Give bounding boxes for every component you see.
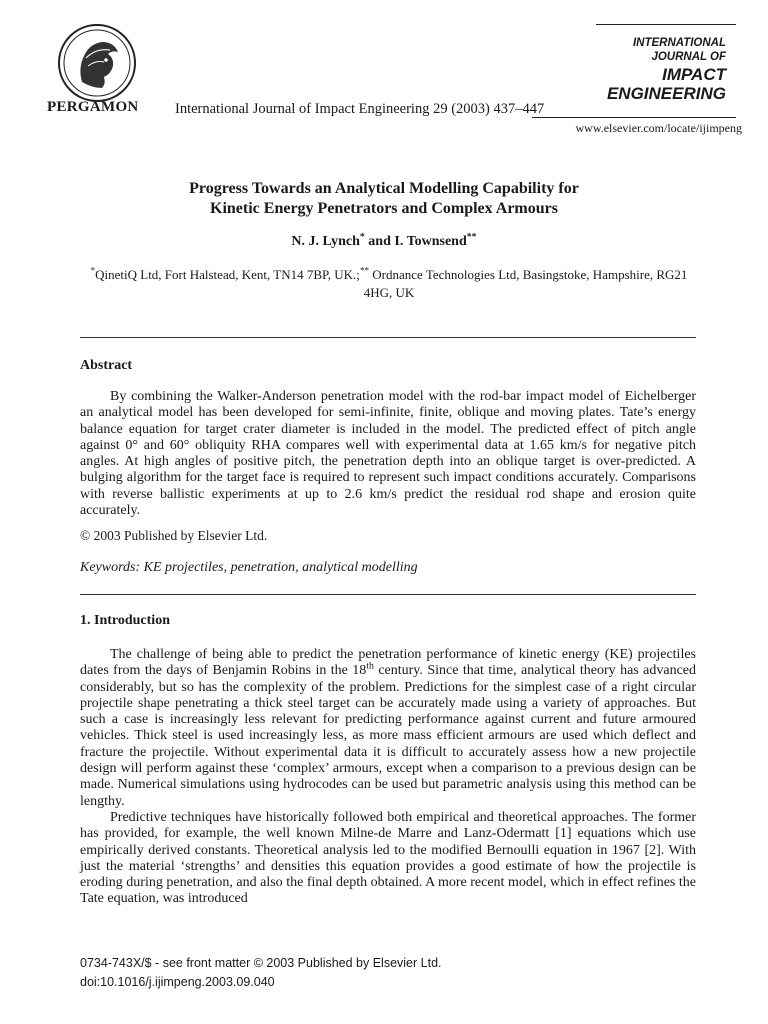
- title-line-2: Kinetic Energy Penetrators and Complex Armours: [210, 200, 558, 217]
- journal-citation: International Journal of Impact Engineering 29 (2003) 437–447: [175, 101, 545, 117]
- author-2: I. Townsend: [394, 234, 467, 249]
- journal-url[interactable]: www.elsevier.com/locate/ijimpeng: [575, 121, 742, 135]
- affiliation-1-mark: *: [90, 265, 96, 276]
- affiliation-2-line-2: 4HG, UK: [363, 285, 415, 300]
- section-divider-top: [80, 337, 696, 338]
- affiliation-1: QinetiQ Ltd, Fort Halstead, Kent, TN14 7BP, UK.;: [95, 267, 360, 282]
- footer-doi[interactable]: doi:10.1016/j.ijimpeng.2003.09.040: [80, 975, 275, 989]
- intro-paragraph-1: [80, 647, 696, 810]
- affiliations: [84, 266, 694, 302]
- page-footer: [80, 954, 442, 992]
- abstract-heading: Abstract: [80, 358, 133, 373]
- footer-issn: 0734-743X/$ - see front matter © 2003 Published by Elsevier Ltd.: [80, 956, 442, 970]
- author-1: N. J. Lynch: [291, 234, 360, 249]
- journal-line-1: INTERNATIONAL: [632, 37, 726, 49]
- keywords: Keywords: KE projectiles, penetration, analytical modelling: [80, 560, 418, 575]
- pergamon-logo-icon: [56, 22, 138, 104]
- author-2-mark: **: [466, 231, 477, 243]
- journal-line-2: JOURNAL OF: [651, 51, 726, 63]
- journal-title-block: [596, 24, 736, 103]
- header-divider: [532, 117, 736, 118]
- section-divider-bottom: [80, 594, 696, 595]
- abstract-copyright: © 2003 Published by Elsevier Ltd.: [80, 528, 268, 543]
- author-1-mark: *: [359, 231, 365, 243]
- article-title: [0, 179, 768, 219]
- publisher-name: PERGAMON: [47, 99, 139, 115]
- affiliation-2-mark: **: [359, 265, 370, 276]
- intro-paragraph-2: Predictive techniques have historically followed both empirical and theoretical approaches. The former has provided, for example, the well known Milne-de Marre and Lanz-Odermatt [1] equations which use empirically derived constants. Theoretical analysis led to the modified Bernoulli equation in 1967 [2]. With just the material ‘strengths’ and densities this equation provides a good estimate of how the projectile is eroding during penetration, and also the final depth obtained. A more recent model, which in effect refines the Tate equation, was introduced: [80, 809, 696, 907]
- introduction-heading: 1. Introduction: [80, 613, 170, 628]
- abstract-body: [80, 389, 696, 519]
- intro-p1-part1: The challenge of being able to predict the penetration performance of kinetic energy (KE) projectiles dates from the days of Benjamin Robins in the 18: [80, 647, 696, 679]
- journal-line-4: ENGINEERING: [606, 84, 726, 103]
- author-connector: and: [364, 234, 395, 249]
- journal-line-3: IMPACT: [662, 65, 726, 84]
- introduction-body: [80, 647, 696, 908]
- abstract-paragraph: By combining the Walker-Anderson penetration model with the rod-bar impact model of Eichelberger an analytical model has been developed for semi-infinite, finite, oblique and moving plates. Tate’s energy balance equation for target crater diameter is included in the model. The predicted effect of pitch angle against 0° and 60° obliquity RHA compares well with experimental data at 1.65 km/s for negative pitch angles. At high angles of positive pitch, the penetration depth into an oblique target is over-predicted. A bulging algorithm for the target face is required to represent such impact conditions accurately. Comparisons with reverse ballistic experiments at up to 2.6 km/s predict the residual rod shape and erosion quite accurately.: [80, 389, 696, 519]
- title-line-1: Progress Towards an Analytical Modelling Capability for: [189, 180, 579, 197]
- affiliation-2-line-1: Ordnance Technologies Ltd, Basingstoke, Hampshire, RG21: [372, 267, 688, 282]
- author-list: [0, 231, 768, 250]
- intro-p1-superscript: th: [366, 660, 374, 672]
- intro-p1-part2: century. Since that time, analytical theory has advanced considerably, but so has the complexity of the problem. Predictions for the simplest case of a right circular projectile shape penetrating a thick steel target can be accurately made using a variety of approaches. But such a case is increasingly less relevant for predicting performance against current and future armoured vehicles. Thick steel is used increasingly less, as more mass efficient armours are used which deflect and fracture the projectile. Without experimental data it is difficult to accurately assess how a new projectile design will perform against these ‘complex’ armours, except when a comparison to a previous design can be made. Numerical simulations using hydrocodes can be used but parametric analysis using this method can be lengthy.: [80, 663, 696, 809]
